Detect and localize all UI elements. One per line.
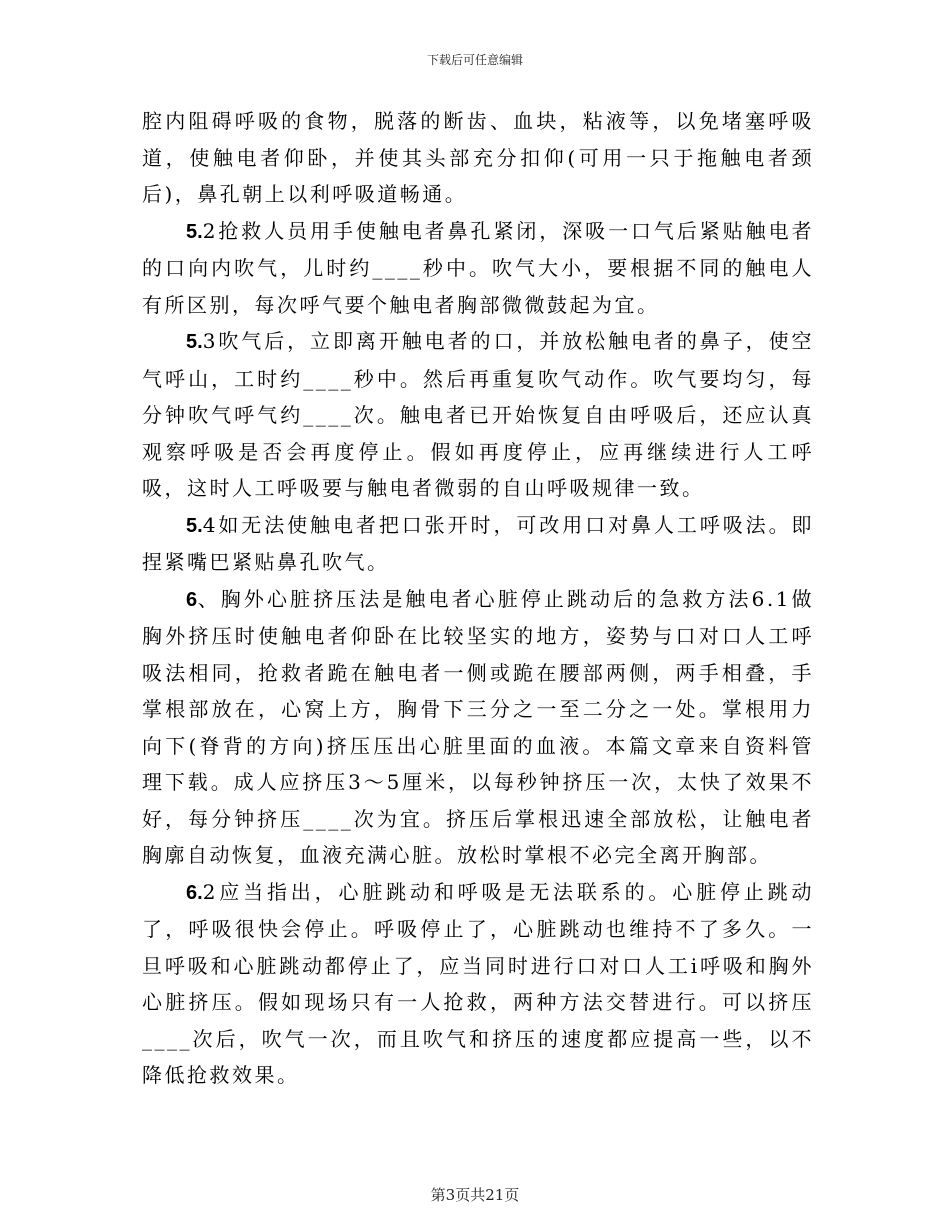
- section-number: 5.: [186, 220, 203, 243]
- paragraph-text: 腔内阻碍呼吸的食物，脱落的断齿、血块，粘液等，以免堵塞呼吸道，使触电者仰卧，并使其头部充分扣仰(可用一只于拖触电者颈后)，鼻孔朝上以利呼吸道畅通。: [142, 109, 814, 206]
- paragraph-text: 4如无法使触电者把口张开时，可改用口对鼻人工呼吸法。即捏紧嘴巴紧贴鼻孔吹气。: [142, 512, 814, 574]
- paragraph-6-2: [142, 874, 814, 1094]
- paragraph-5-2: [142, 213, 814, 324]
- section-number: 6.: [186, 881, 203, 904]
- paragraph-text: 2应当指出，心脏跳动和呼吸是无法联系的。心脏停止跳动了，呼吸很快会停止。呼吸停止了，心脏跳动也维持不了多久。一旦呼吸和心脏跳动都停止了，应当同时进行口对口人工i呼吸和胸外心脏挤压。假如现场只有一人抢救，两种方法交替进行。可以挤压____次后，吹气一次，而且吹气和挤压的速度都应提高一些，以不降低抢救效果。: [142, 879, 814, 1087]
- section-number: 6: [186, 588, 198, 611]
- paragraph-5-4: [142, 507, 814, 581]
- paragraph-6: [142, 581, 814, 874]
- paragraph-text: 、胸外心脏挤压法是触电者心脏停止跳动后的急救方法6.1做胸外挤压时使触电者仰卧在比较坚实的地方，姿势与口对口人工呼吸法相同，抢救者跪在触电者一侧或跪在腰部两侧，两手相叠，手掌根部放在，心窝上方，胸骨下三分之一至二分之一处。掌根用力向下(脊背的方向)挤压压出心脏里面的血液。本篇文章来自资料管理下载。成人应挤压3～5厘米，以每秒钟挤压一次，太快了效果不好，每分钟挤压____次为宜。挤压后掌根迅速全部放松，让触电者胸廓自动恢复，血液充满心脏。放松时掌根不必完全离开胸部。: [142, 586, 814, 867]
- paragraph-text: 3吹气后，立即离开触电者的口，并放松触电者的鼻子，使空气呼山，工时约____秒中。然后再重复吹气动作。吹气要均匀，每分钟吹气呼气约____次。触电者已开始恢复自由呼吸后，还应认真观察呼吸是否会再度停止。假如再度停止，应再继续进行人工呼吸，这时人工呼吸要与触电者微弱的自山呼吸规律一致。: [142, 329, 814, 500]
- paragraph-text: 2抢救人员用手使触电者鼻孔紧闭，深吸一口气后紧贴触电者的口向内吹气，儿时约____秒中。吹气大小，要根据不同的触电人有所区别，每次呼气要个触电者胸部微微鼓起为宜。: [142, 218, 814, 317]
- document-body: [142, 103, 814, 1094]
- page-header-note: 下载后可任意编辑: [426, 53, 523, 67]
- section-number: 5.: [186, 331, 203, 353]
- page-number: 第3页共21页: [430, 1186, 520, 1204]
- section-number: 5.: [186, 514, 203, 537]
- paragraph-5-3: [142, 323, 814, 507]
- paragraph-continuation: [142, 103, 814, 213]
